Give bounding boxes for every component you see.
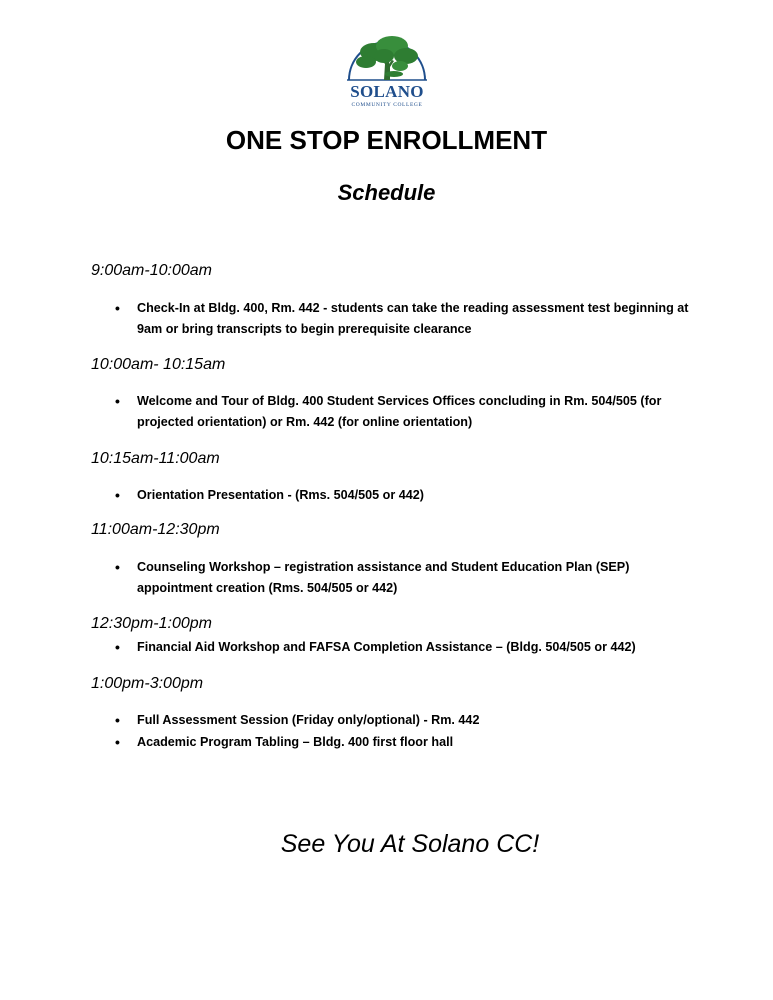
page-subtitle: Schedule [337, 180, 436, 205]
logo-name: SOLANO [350, 82, 424, 101]
schedule-list [91, 710, 691, 753]
time-slot-heading: 10:00am- 10:15am [91, 356, 226, 373]
list-item: • Welcome and Tour of Bldg. 400 Student Services Offices concluding in Rm. 504/505 (for projected orientation) or Rm. 442 (for online orientation) [91, 391, 691, 433]
time-slot-heading: 10:15am-11:00am [91, 450, 220, 467]
time-slot-heading: 12:30pm-1:00pm [91, 615, 212, 632]
college-logo [344, 34, 430, 114]
list-item: • Financial Aid Workshop and FAFSA Completion Assistance – (Bldg. 504/505 or 442) [91, 637, 691, 658]
time-slot-heading: 11:00am-12:30pm [91, 521, 220, 538]
page-title: ONE STOP ENROLLMENT [225, 125, 548, 155]
list-item: • Academic Program Tabling – Bldg. 400 first floor hall [91, 732, 691, 753]
schedule-list [91, 557, 691, 599]
logo-subtitle: COMMUNITY COLLEGE [351, 102, 423, 108]
list-item: • Full Assessment Session (Friday only/optional) - Rm. 442 [91, 710, 691, 731]
schedule-list [91, 637, 691, 658]
schedule-list [91, 391, 691, 433]
schedule-list [91, 298, 691, 340]
list-item: • Check-In at Bldg. 400, Rm. 442 - students can take the reading assessment test beginning at 9am or bring transcripts to begin prerequisite clearance [91, 298, 691, 340]
tree-icon [344, 34, 430, 84]
schedule-list [91, 485, 691, 506]
list-item: • Orientation Presentation - (Rms. 504/505 or 442) [91, 485, 691, 506]
time-slot-heading: 9:00am-10:00am [91, 262, 212, 279]
list-item: • Counseling Workshop – registration assistance and Student Education Plan (SEP) appointment creation (Rms. 504/505 or 442) [91, 557, 691, 599]
closing-message: See You At Solano CC! [280, 830, 540, 858]
time-slot-heading: 1:00pm-3:00pm [91, 675, 204, 692]
